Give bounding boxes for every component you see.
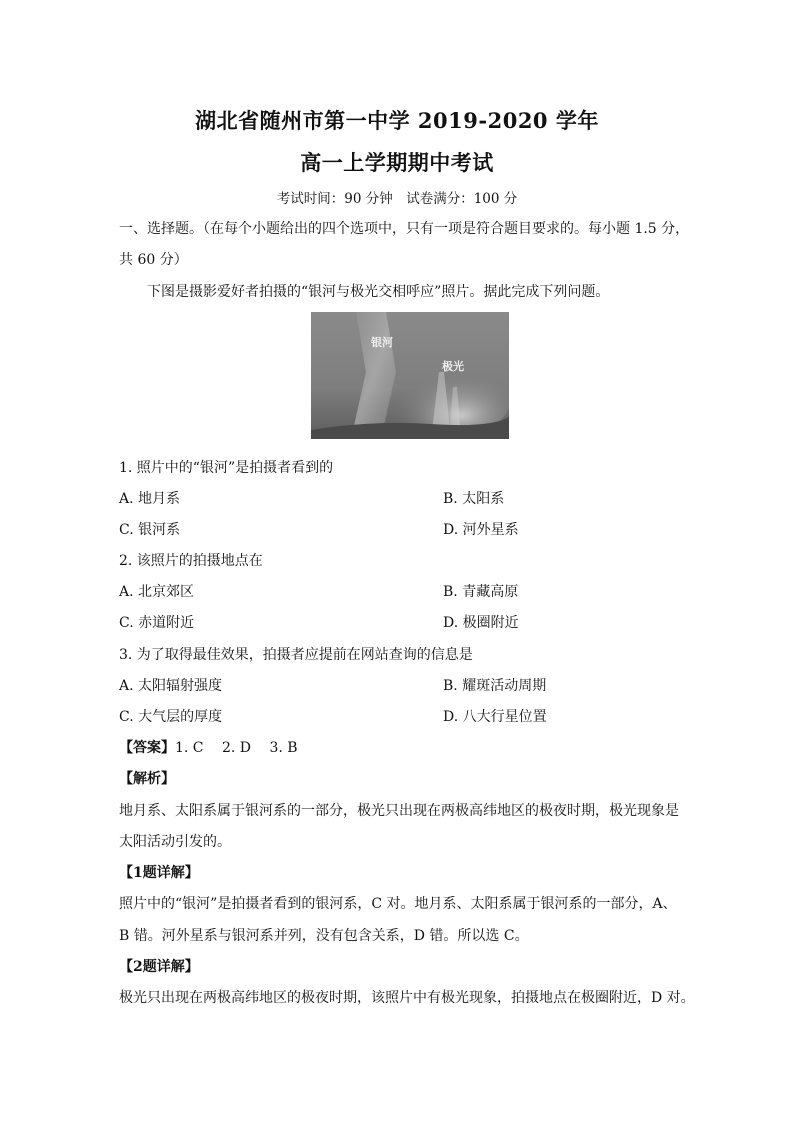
document-title-line1: 湖北省随州市第一中学 2019-2020 学年 [195,108,599,133]
detail-1-label: 【1题详解】 [119,865,199,881]
question-2-option-b: B. 青藏高原 [443,584,519,600]
photo-image [311,312,509,439]
question-3-option-d: D. 八大行星位置 [443,709,547,725]
answer-text: 1. C 2. D 3. B [175,740,298,756]
analysis-label: 【解析】 [119,771,175,787]
photo-label-milkyway: 银河 [371,336,393,349]
answer-label: 【答案】 [119,740,175,756]
analysis-line1: 地月系、太阳系属于银河系的一部分，极光只出现在两极高纬地区的极夜时期，极光现象是 [119,803,679,819]
question-2-option-c: C. 赤道附近 [119,615,195,631]
question-1-stem: 1. 照片中的“银河”是拍摄者看到的 [119,460,334,476]
detail-2-line1: 极光只出现在两极高纬地区的极夜时期，该照片中有极光现象，拍摄地点在极圈附近，D 对。 [119,990,695,1006]
section-intro: 下图是摄影爱好者拍摄的“银河与极光交相呼应”照片。据此完成下列问题。 [147,284,610,300]
question-3-stem: 3. 为了取得最佳效果，拍摄者应提前在网站查询的信息是 [119,647,473,663]
photo-label-aurora: 极光 [442,360,464,373]
question-1-option-a: A. 地月系 [119,491,181,507]
question-3-option-b: B. 耀斑活动周期 [443,678,547,694]
question-2-stem: 2. 该照片的拍摄地点在 [119,553,263,569]
section-heading-line1: 一、选择题。（在每个小题给出的四个选项中，只有一项是符合题目要求的。每小题 1.5 分， [119,221,690,237]
exam-info: 考试时间：90 分钟 试卷满分：100 分 [276,191,518,207]
analysis-line2: 太阳活动引发的。 [119,834,231,850]
question-3-option-a: A. 太阳辐射强度 [119,678,223,694]
section-heading-line2: 共 60 分） [119,252,188,268]
answer-row [119,737,298,757]
question-3-option-c: C. 大气层的厚度 [119,709,223,725]
aurora-milkyway-photo [311,312,509,439]
detail-2-label: 【2题详解】 [119,959,199,975]
document-title-line2: 高一上学期期中考试 [300,150,494,175]
question-2-option-a: A. 北京郊区 [119,584,195,600]
detail-1-line1: 照片中的“银河”是拍摄者看到的银河系，C 对。地月系、太阳系属于银河系的一部分，A、 [119,896,677,912]
question-1-option-b: B. 太阳系 [443,491,505,507]
question-1-option-d: D. 河外星系 [443,522,519,538]
question-2-option-d: D. 极圈附近 [443,615,519,631]
detail-1-line2: B 错。河外星系与银河系并列，没有包含关系，D 错。所以选 C。 [119,928,529,944]
question-1-option-c: C. 银河系 [119,522,181,538]
